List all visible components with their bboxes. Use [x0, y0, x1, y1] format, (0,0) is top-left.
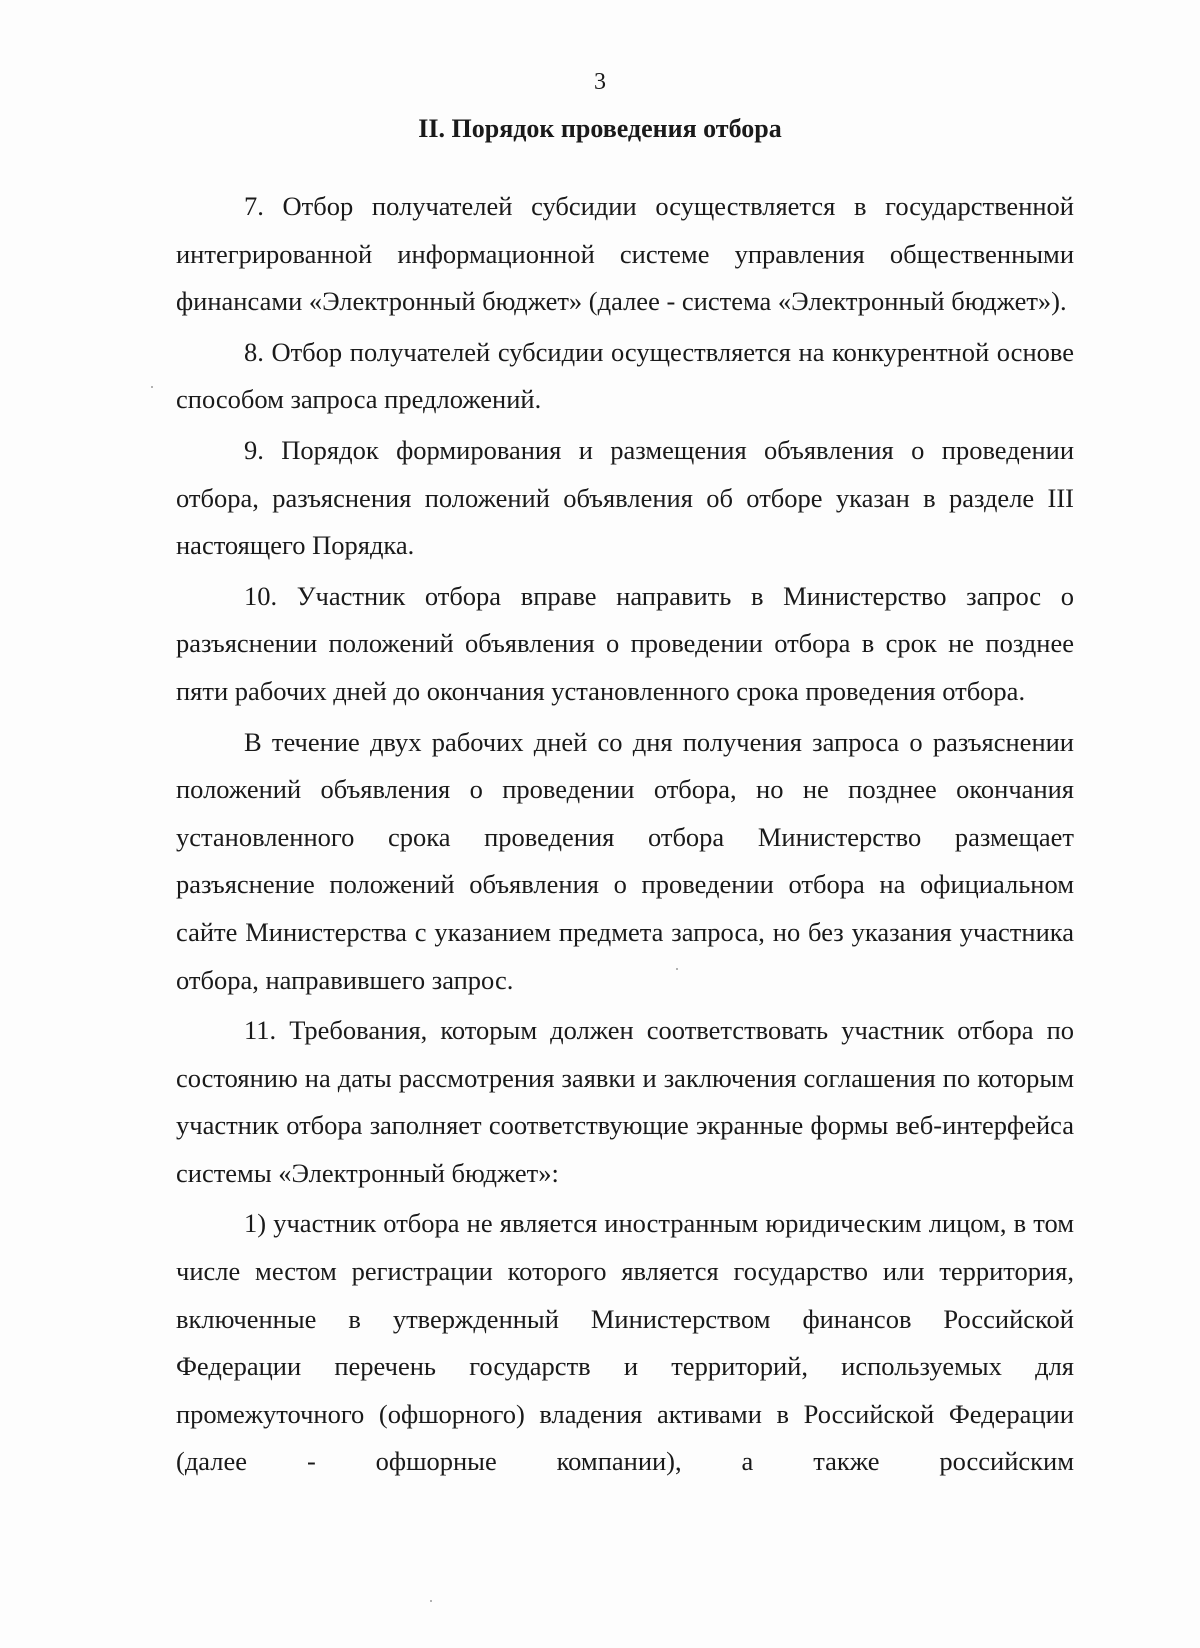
paragraph-9: 9. Порядок формирования и размещения объявления о проведении отбора, разъяснения положений объявления об отборе указан в разделе III настоящего Порядка.: [176, 434, 1074, 561]
scan-speck: [676, 968, 678, 970]
paragraph-7: 7. Отбор получателей субсидии осуществляется в государственной интегрированной информационной системе управления общественными финансами «Электронный бюджет» (далее - система «Электронный бюджет»).: [176, 191, 1074, 317]
section-title: II. Порядок проведения отбора: [418, 114, 782, 143]
document-body: [176, 183, 1074, 1489]
paragraph-10: 10. Участник отбора вправе направить в Министерство запрос о разъяснении положений объявления о проведении отбора в срок не позднее пяти рабочих дней до окончания установленного срока проведения отбора.: [176, 580, 1074, 706]
paragraph-8: 8. Отбор получателей субсидии осуществляется на конкурентной основе способом запроса предложений.: [176, 336, 1074, 415]
page-number: 3: [594, 69, 606, 95]
paragraph-11: 11. Требования, которым должен соответствовать участник отбора по состоянию на даты рассмотрения заявки и заключения соглашения по которым участник отбора заполняет соответствующие экранные формы веб-интерфейса системы «Электронный бюджет»:: [176, 1015, 1074, 1188]
paragraph-10-continuation: В течение двух рабочих дней со дня получения запроса о разъяснении положений объявления о проведении отбора, но не позднее окончания установленного срока проведения отбора Министерство размещает разъяснение положений объявления о проведении отбора на официальном сайте Министерства с указанием предмета запроса, но без указания участника отбора, направившего запрос.: [176, 726, 1074, 995]
scan-speck: [430, 1600, 432, 1602]
paragraph-11-item-1: 1) участник отбора не является иностранным юридическим лицом, в том числе местом регистрации которого является государство или территория, включенные в утвержденный Министерством финансов Российской Федерации перечень государств и территорий, используемых для промежуточного (офшорного) владения активами в Российской Федерации (далее - офшорные компании), а также российским: [176, 1208, 1074, 1477]
scan-speck: [151, 386, 153, 388]
